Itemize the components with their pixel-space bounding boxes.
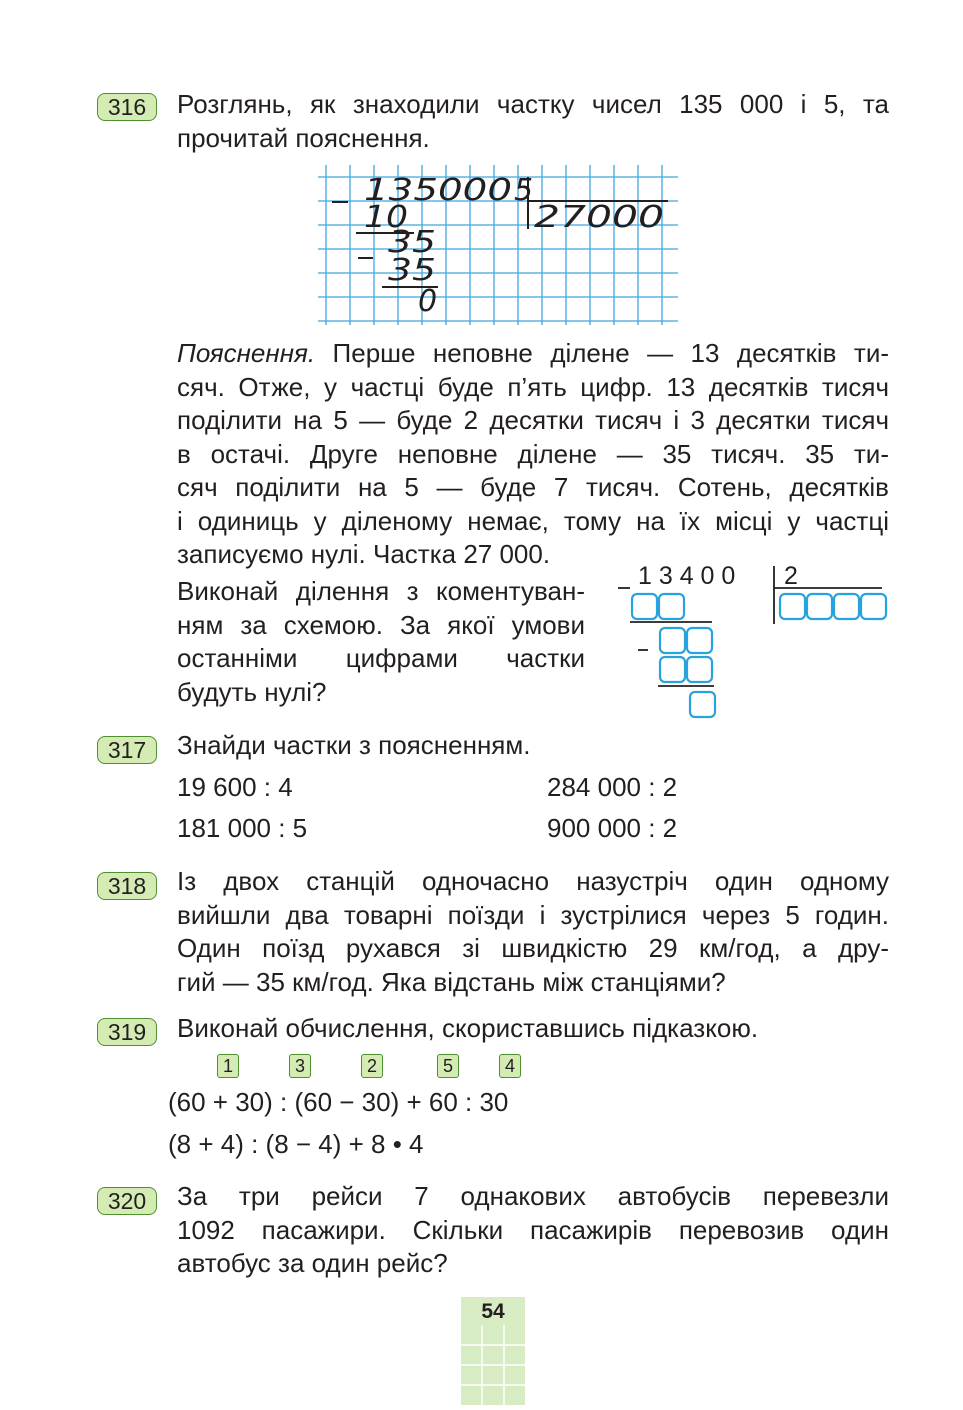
text-line: гий — 35 км/год. Яка відстань між станціями? [177, 966, 726, 997]
task-number-badge: 316 [97, 93, 157, 121]
text-line: 1092 пасажири. Скільки пасажирів перевозив один [177, 1214, 889, 1245]
task-number-badge: 320 [97, 1187, 157, 1215]
expression: (60 + 30) : (60 − 30) + 60 : 30 [168, 1087, 509, 1117]
task-number-badge: 318 [97, 872, 157, 900]
text-line: сяч поділити на 5 — буде 7 тисяч. Сотень, десятків [177, 472, 889, 502]
explanation-text [177, 337, 889, 572]
explanation-label: Пояснення. [177, 338, 316, 368]
quotient-text: 27000 [534, 200, 664, 235]
division-grid [318, 165, 678, 325]
step-text: 10 [364, 200, 408, 235]
order-hint: 4 [499, 1054, 521, 1078]
task-number-badge: 317 [97, 736, 157, 764]
step-text: 35 [388, 225, 436, 260]
text-line: сяч. Отже, у частці буде п’ять цифр. 13 десятків тисяч [177, 371, 889, 402]
order-hint: 1 [217, 1054, 239, 1078]
task-319-title: Виконай обчислення, скориставшись підказкою. [177, 1013, 759, 1043]
task-318-text [177, 865, 889, 999]
expression: 181 000 : 5 [177, 813, 308, 843]
text-line: За три рейси 7 однакових автобусів перевезли [177, 1181, 889, 1211]
explanation-first-line: Перше неповне ділене — 13 десятків ти- [315, 338, 889, 368]
text-line: вийшли два товарні поїзди і зустрілися через 5 годин. [177, 899, 889, 930]
task-317-title: Знайди частки з поясненням. [177, 730, 531, 760]
page-number: 54 [481, 1300, 505, 1323]
expression: 900 000 : 2 [547, 813, 678, 843]
task-316-text [177, 88, 889, 155]
expression: 284 000 : 2 [547, 772, 678, 802]
text-line: останніми цифрами частки [177, 643, 585, 673]
scheme-dividend: 1 3 4 0 0 [638, 562, 736, 590]
text-line: і одиниць у діленому немає, тому на їх місці у частці [177, 505, 889, 536]
text-line: прочитай пояснення. [177, 122, 430, 153]
text-line: в остачі. Друге неповне ділене — 35 тисяч. 35 ти- [177, 438, 889, 469]
task-316-instruction [177, 575, 585, 709]
step-text: 35 [388, 253, 436, 288]
divisor-text: 5 [514, 173, 534, 208]
order-hint: 2 [361, 1054, 383, 1078]
order-hint: 3 [289, 1054, 311, 1078]
task-320-text [177, 1180, 889, 1281]
text-line: будуть нулі? [177, 676, 327, 707]
text-line [177, 337, 889, 371]
task-number-badge: 319 [97, 1018, 157, 1046]
remainder-text: 0 [418, 284, 438, 319]
dividend-text: 135000 [364, 173, 512, 208]
text-line: Із двох станцій одночасно назустріч один одному [177, 866, 889, 896]
order-hint: 5 [437, 1054, 459, 1078]
text-line: ням за схемою. За якої умови [177, 609, 585, 640]
answer-boxes [632, 594, 886, 717]
text-line: поділити на 5 — буде 2 десятки тисяч і 3 десятки тисяч [177, 405, 889, 435]
expression: 19 600 : 4 [177, 772, 293, 802]
text-line: записуємо нулі. Частка 27 000. [177, 539, 551, 569]
text-line: Один поїзд рухався зі швидкістю 29 км/год, а дру- [177, 933, 889, 963]
text-line: автобус за один рейс? [177, 1248, 448, 1278]
scheme-divisor: 2 [784, 562, 798, 590]
text-line: Виконай ділення з коментуван- [177, 576, 585, 606]
division-scheme [610, 558, 895, 723]
expression: (8 + 4) : (8 − 4) + 8 • 4 [168, 1129, 424, 1159]
text-line: Розглянь, як знаходили частку чисел 135 000 і 5, та [177, 89, 889, 119]
